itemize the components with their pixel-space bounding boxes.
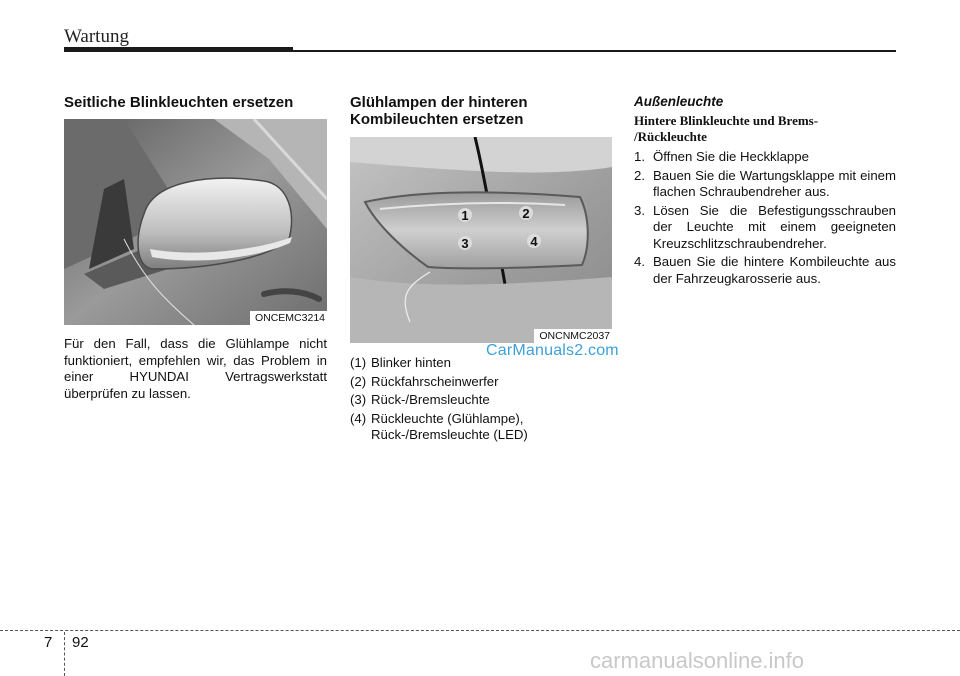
header-rule <box>293 50 896 52</box>
watermark: CarManuals2.com <box>486 342 619 359</box>
step-number: 4. <box>634 254 645 269</box>
heading-line: Kombileuchten ersetzen <box>350 111 524 128</box>
item-text: Rückleuchte (Glühlampe), Rück-/Bremsleuchte (LED) <box>371 410 528 442</box>
figure-code: ONCNMC2037 <box>534 329 612 343</box>
site-watermark: carmanualsonline.info <box>590 648 805 673</box>
step-number: 3. <box>634 202 645 218</box>
item-number: (3) <box>350 392 367 407</box>
item-number: (1) <box>350 355 367 370</box>
item-number: (2) <box>350 373 367 389</box>
subheading-line: Hintere Blinkleuchte und Brems- <box>634 113 819 128</box>
item-text: Rück-/Bremsleuchte <box>371 392 490 407</box>
step-item <box>634 203 896 253</box>
callout-number: 4 <box>530 234 538 249</box>
item-text: Blinker hinten <box>371 355 451 370</box>
rear-lamp-figure <box>350 137 612 343</box>
step-text: Bauen Sie die hintere Kombileuchte aus der Fahrzeugkarosserie aus. <box>653 254 896 286</box>
header-bar <box>64 47 293 52</box>
list-item <box>350 374 612 391</box>
step-number: 2. <box>634 167 645 183</box>
steps-list <box>634 149 896 287</box>
page-number: 92 <box>72 634 89 651</box>
section-heading: Seitliche Blinkleuchten ersetzen <box>64 94 294 111</box>
callout-number: 2 <box>522 206 530 221</box>
figure-code: ONCEMC3214 <box>250 311 327 325</box>
step-text: Bauen Sie die Wartungsklappe mit einem flachen Schraubendreher aus. <box>653 167 896 199</box>
callout-number: 1 <box>461 208 469 223</box>
step-text: Lösen Sie die Befestigungsschrauben der Leuchte mit einem geeigneten Kreuzschlitzschraubendreher. <box>653 202 896 251</box>
chapter-number: 7 <box>44 634 53 651</box>
heading-line: Glühlampen der hinteren <box>350 94 528 111</box>
body-paragraph: Für den Fall, dass die Glühlampe nicht funktioniert, empfehlen wir, das Problem in einer HYUNDAI Vertragswerkstatt überprüfen zu lassen. <box>64 336 327 401</box>
item-text: Rückfahrscheinwerfer <box>371 373 499 389</box>
step-number: 1. <box>634 149 645 164</box>
rear-lamp-illustration <box>350 137 612 343</box>
subheading-line: /Rückleuchte <box>634 129 707 144</box>
header-title: Wartung <box>64 26 129 47</box>
step-item <box>634 168 896 201</box>
section-heading <box>350 94 612 128</box>
callout-number: 3 <box>461 236 469 251</box>
list-item <box>350 392 612 409</box>
subheading: Außenleuchte <box>634 94 724 109</box>
section-exterior-lamp <box>634 94 896 287</box>
item-number: (4) <box>350 410 367 426</box>
side-mirror-illustration <box>64 119 327 325</box>
step-item <box>634 149 896 166</box>
lamp-list <box>350 355 612 444</box>
step-text: Öffnen Sie die Heckklappe <box>653 149 809 164</box>
mirror-figure <box>64 119 327 325</box>
section-rear-combination-lamps <box>350 94 612 444</box>
list-item <box>350 411 612 444</box>
footer-divider <box>64 632 65 676</box>
section-side-indicator <box>64 94 327 402</box>
subheading-2 <box>634 113 896 145</box>
step-item <box>634 254 896 287</box>
footer-rule <box>0 630 960 631</box>
